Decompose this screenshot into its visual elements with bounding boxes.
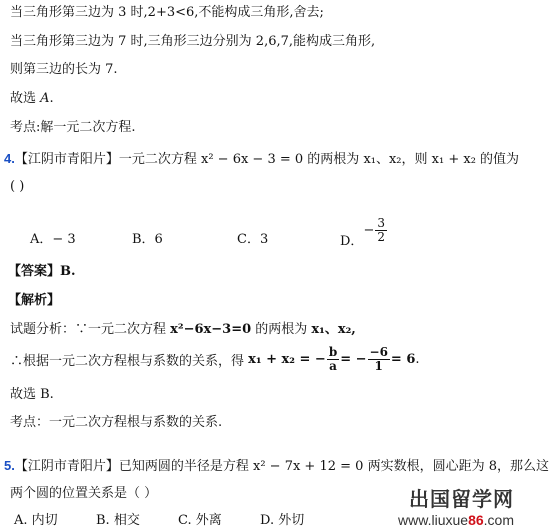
question-5-option-b[interactable]: B. 相交 <box>96 513 140 528</box>
choice-line <box>10 90 54 108</box>
question-4-sum: x₁ + x₂ <box>431 152 476 167</box>
fraction-denominator: 2 <box>377 230 385 244</box>
question-5-option-c[interactable]: C. 外离 <box>178 513 222 528</box>
question-4-text-b: 的两根为 <box>303 152 364 167</box>
question-5-option-d[interactable]: D. 外切 <box>260 513 305 528</box>
question-4-number: 4. <box>4 151 15 166</box>
question-4-roots: x₁、x₂ <box>363 152 402 167</box>
question-4-paren: ( ) <box>10 179 25 194</box>
analysis-2-prefix: ∴根据一元二次方程根与系数的关系，得 <box>10 354 249 369</box>
fraction-denominator: 1 <box>374 359 383 373</box>
analysis-1-roots: x₁、x₂, <box>311 322 356 337</box>
choice-prefix: 故选 <box>10 91 41 106</box>
question-5-number: 5. <box>4 458 15 473</box>
question-4-option-d[interactable] <box>340 212 388 249</box>
analysis-2-result: = 6 <box>390 352 416 367</box>
question-4-option-d-sign: − <box>363 223 375 238</box>
analysis-1-mid: 的两根为 <box>251 322 312 337</box>
choice-suffix: . <box>49 91 54 106</box>
fraction-numerator: b <box>328 345 338 359</box>
question-4-equation: x² − 6x − 3 = 0 <box>201 152 304 167</box>
question-5-stem <box>4 457 549 476</box>
question-4-option-a[interactable]: A．− 3 <box>30 232 76 247</box>
watermark-url <box>398 512 514 528</box>
question-4-text-c: ，则 <box>401 152 432 167</box>
question-4-option-c[interactable]: C．3 <box>237 232 269 247</box>
question-4-analysis-title: 【解析】 <box>8 293 61 308</box>
question-5-source: 【江阴市青阳片】 <box>14 459 119 474</box>
question-5-equation: x² − 7x + 12 = 0 <box>253 459 364 474</box>
question-5-text-b: 两实数根，圆心距为 8，那么这 <box>363 459 549 474</box>
question-4-analysis-line-2 <box>10 346 420 373</box>
analysis-2-end: . <box>415 352 420 367</box>
kaodian-line-prev: 考点:解一元二次方程. <box>10 120 136 135</box>
question-4-answer: 【答案】B. <box>8 264 76 279</box>
solution-line-2: 当三角形第三边为 7 时,三角形三边分别为 2,6,7,能构成三角形, <box>10 34 376 49</box>
choice-letter: A <box>40 91 50 106</box>
question-4-option-d-label: D． <box>340 234 364 249</box>
question-4-stem <box>4 150 519 169</box>
question-4-text-d: 的值为 <box>475 152 520 167</box>
analysis-1-equation: x²−6x−3=0 <box>170 322 252 337</box>
watermark-url-pre: www.liuxue <box>398 512 469 528</box>
analysis-2-lhs: x₁ + x₂ = − <box>248 352 326 367</box>
fraction-numerator: 3 <box>377 216 385 230</box>
question-4-choose: 故选 B. <box>10 387 54 402</box>
watermark-url-post: .com <box>483 512 514 528</box>
analysis-1-prefix: 试题分析：∵一元二次方程 <box>10 322 171 337</box>
question-5-option-a[interactable]: A. 内切 <box>14 513 58 528</box>
question-4-kaodian: 考点：一元二次方程根与系数的关系. <box>10 415 223 430</box>
question-5-stem-line-2: 两个圆的位置关系是（ ） <box>10 486 158 501</box>
fraction-numerator: −6 <box>369 345 388 359</box>
question-4-text-a: 一元二次方程 <box>118 152 201 167</box>
analysis-2-fraction-2 <box>368 346 390 373</box>
fraction-denominator: a <box>329 359 337 373</box>
watermark-site-name: 出国留学网 <box>409 487 514 511</box>
solution-line-3: 则第三边的长为 7. <box>10 62 118 77</box>
site-watermark <box>398 483 514 528</box>
question-4-analysis-line-1 <box>10 321 356 339</box>
question-5-text-a: 已知两圆的半径是方程 <box>118 459 253 474</box>
analysis-2-fraction-1 <box>327 346 339 373</box>
analysis-2-equals: = − <box>340 352 367 367</box>
question-4-source: 【江阴市青阳片】 <box>14 152 119 167</box>
question-4-option-d-fraction <box>375 217 387 244</box>
solution-line-1: 当三角形第三边为 3 时,2+3<6,不能构成三角形,舍去; <box>10 5 324 20</box>
question-4-option-b[interactable]: B．6 <box>132 232 163 247</box>
watermark-url-highlight: 86 <box>468 512 484 528</box>
